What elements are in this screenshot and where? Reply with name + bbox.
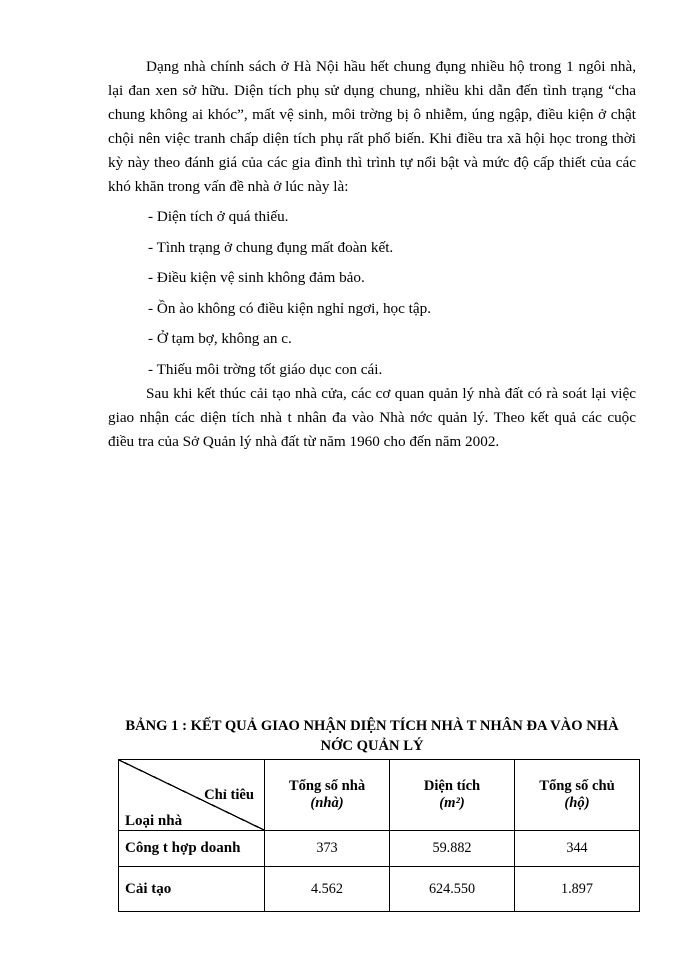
table-cell: 4.562 bbox=[265, 867, 390, 912]
table-header-row bbox=[119, 760, 640, 831]
data-table bbox=[118, 759, 640, 912]
column-header-label: Tổng số nhà bbox=[288, 778, 366, 794]
list-item: - Điều kiện vệ sinh không đảm bảo. bbox=[148, 269, 365, 286]
column-header bbox=[515, 760, 640, 831]
column-header-unit: (nhà) bbox=[310, 795, 344, 811]
paragraph-2: Sau khi kết thúc cải tạo nhà cửa, các cơ quan quản lý nhà đất có rà soát lại việc giao nhận các diện tích nhà t nhân đa vào Nhà nớc quản lý. Theo kết quả các cuộc điều tra của Sở Quản lý nhà đất từ năm 1960 cho đến năm 2002. bbox=[108, 385, 636, 450]
table-row bbox=[119, 867, 640, 912]
table-cell: 344 bbox=[515, 831, 640, 867]
column-header-unit: (hộ) bbox=[564, 795, 590, 811]
difficulty-list bbox=[148, 205, 431, 388]
corner-header-cell bbox=[119, 760, 265, 831]
column-header-label: Tổng số chủ bbox=[539, 778, 615, 794]
row-label: Công t hợp doanh bbox=[119, 831, 265, 867]
table-cell: 373 bbox=[265, 831, 390, 867]
table-title-line-1: BẢNG 1 : KẾT QUẢ GIAO NHẬN DIỆN TÍCH NHÀ T NHÂN ĐA VÀO NHÀ bbox=[125, 718, 619, 734]
table-cell: 1.897 bbox=[515, 867, 640, 912]
table-title-line-2: NỚC QUẢN LÝ bbox=[320, 738, 424, 754]
paragraph-1: Dạng nhà chính sách ở Hà Nội hầu hết chung đụng nhiều hộ trong 1 ngôi nhà, lại đan xen sở hữu. Diện tích phụ sử dụng chung, nhiều khi dẫn đến tình trạng “cha chung không ai khóc”, mất vệ sinh, môi trờng bị ô nhiễm, úng ngập, điều kiện ở chật chội nên việc tranh chấp diện tích phụ rất phổ biến. Khi điều tra xã hội học trong thời kỳ này theo đánh giá của các gia đình thì trình tự nổi bật và mức độ cấp thiết của các khó khăn trong vấn đề nhà ở lúc này là: bbox=[108, 58, 636, 195]
list-item: - Thiếu môi trờng tốt giáo dục con cái. bbox=[148, 360, 383, 378]
table-cell: 624.550 bbox=[390, 867, 515, 912]
column-header-label: Diện tích bbox=[423, 778, 481, 794]
corner-bottom-label: Loại nhà bbox=[125, 813, 183, 829]
diagonal-header bbox=[119, 760, 264, 830]
table-row bbox=[119, 831, 640, 867]
column-header bbox=[390, 760, 515, 831]
corner-top-label: Chỉ tiêu bbox=[204, 787, 254, 803]
row-label: Cải tạo bbox=[119, 867, 265, 912]
column-header-unit: (m²) bbox=[439, 795, 465, 811]
table-title bbox=[104, 716, 640, 756]
list-item: - Tình trạng ở chung đụng mất đoàn kết. bbox=[148, 238, 394, 256]
list-item: - Diện tích ở quá thiếu. bbox=[148, 208, 289, 225]
list-item: - Ồn ào không có điều kiện nghỉ ngơi, học tập. bbox=[148, 299, 432, 317]
table-cell: 59.882 bbox=[390, 831, 515, 867]
column-header bbox=[265, 760, 390, 831]
list-item: - Ở tạm bợ, không an c. bbox=[148, 330, 292, 347]
